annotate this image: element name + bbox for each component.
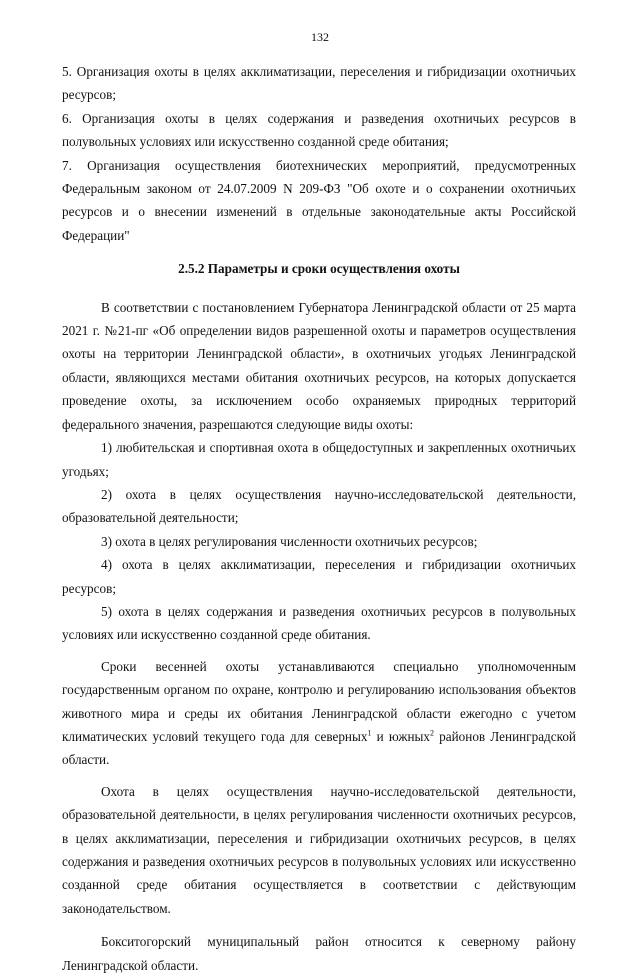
intro-paragraph: В соответствии с постановлением Губернатора Ленинградской области от 25 марта 2021 г. №21-пг «Об определении видов разрешенной охоты и параметров осуществления охоты на территории Ленинградской области», в охотничьих угодьях Ленинградской области, являющихся местами обитания охотничьих ресурсов, на которых допускается проведение охоты, за исключением особо охраняемых природных территорий федерального значения, разрешаются следующие виды охоты: xyxy=(62,299,576,432)
spring-text-after: районов Ленинградской области. xyxy=(62,728,576,768)
hunt-type-4: 4) охота в целях акклиматизации, переселения и гибридизации охотничьих ресурсов; xyxy=(62,557,576,596)
hunt-type-3: 3) охота в целях регулирования численности охотничьих ресурсов; xyxy=(101,533,478,549)
page-number: 132 xyxy=(311,30,329,44)
section-heading: 2.5.2 Параметры и сроки осуществления охоты xyxy=(178,261,460,277)
district-paragraph: Бокситогорский муниципальный район относится к северному району Ленинградской области. xyxy=(62,934,576,973)
spring-hunting-paragraph xyxy=(62,655,576,772)
hunt-type-1: 1) любительская и спортивная охота в общедоступных и закрепленных охотничьих угодьях; xyxy=(62,440,576,479)
hunt-type-2: 2) охота в целях осуществления научно-исследовательской деятельности, образовательной деятельности; xyxy=(62,486,576,526)
document-body xyxy=(62,60,576,977)
footnote-marker-2[interactable]: 2 xyxy=(430,728,434,738)
hunt-type-5: 5) охота в целях содержания и разведения охотничьих ресурсов в полувольных условиях или искусственно созданной среде обитания. xyxy=(62,603,576,643)
spring-text-before: Сроки весенней охоты устанавливаются специально уполномоченным государственным органом по охране, контролю и регулированию использования объектов животного мира и среды их обитания Ленинградской области ежегодно с учетом климатических условий текущего года для северных xyxy=(62,658,576,744)
list-item-7: 7. Организация осуществления биотехнических мероприятий, предусмотренных Федеральным законом от 24.07.2009 N 209-ФЗ "Об охоте и о сохранении охотничьих ресурсов и о внесении изменений в отдельные законодательные акты Российской Федерации" xyxy=(62,157,576,243)
spring-text-middle: и южных xyxy=(371,728,430,744)
research-hunting-paragraph: Охота в целях осуществления научно-исследовательской деятельности, образовательной деятельности, в целях регулирования численности охотничьих ресурсов, в целях акклиматизации, переселения и гибридизации охотничьих ресурсов, в целях содержания и разведения охотничьих ресурсов в полувольных условиях или искусственно созданной среде обитания осуществляется в соответствии с действующим законодательством. xyxy=(62,783,576,916)
list-item-6: 6. Организация охоты в целях содержания и разведения охотничьих ресурсов в полувольных условиях или искусственно созданной среде обитания; xyxy=(62,110,576,150)
footnote-marker-1[interactable]: 1 xyxy=(367,728,372,738)
list-item-5: 5. Организация охоты в целях акклиматизации, переселения и гибридизации охотничьих ресурсов; xyxy=(62,64,576,103)
